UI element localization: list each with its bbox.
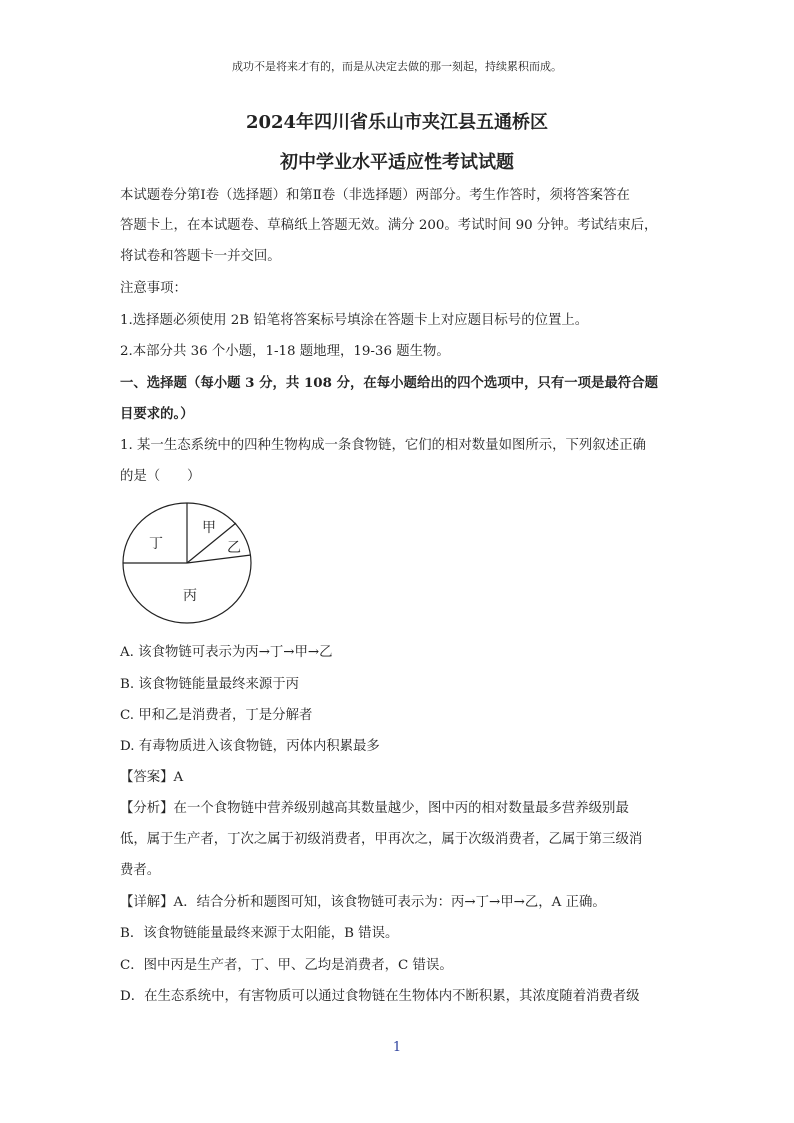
section-heading: 一、选择题（每小题 3 分，共 108 分，在每小题给出的四个选项中，只有一项是最符合题 bbox=[120, 375, 658, 391]
analysis-line: 【分析】在一个食物链中营养级别越高其数量越少，图中丙的相对数量最多营养级别最 bbox=[120, 801, 629, 816]
detail-line: B．该食物链能量最终来源于太阳能，B 错误。 bbox=[120, 926, 399, 941]
pie-label-bing: 丙 bbox=[183, 588, 197, 604]
option-c: C. 甲和乙是消费者，丁是分解者 bbox=[120, 708, 313, 723]
option-a: A. 该食物链可表示为丙→丁→甲→乙 bbox=[120, 645, 333, 660]
option-d: D. 有毒物质进入该食物链，丙体内积累最多 bbox=[120, 739, 380, 754]
intro-line: 本试题卷分第Ⅰ卷（选择题）和第Ⅱ卷（非选择题）两部分。考生作答时，须将答案答在 bbox=[120, 188, 630, 203]
pie-divider bbox=[187, 555, 251, 563]
analysis-line: 费者。 bbox=[120, 863, 161, 878]
pie-label-yi: 乙 bbox=[227, 540, 241, 556]
pie-label-ding: 丁 bbox=[149, 536, 163, 552]
notice-title: 注意事项： bbox=[120, 281, 187, 296]
page-title-line1: 2024年四川省乐山市夹江县五通桥区 bbox=[245, 112, 549, 133]
page-number: 1 bbox=[392, 1040, 402, 1055]
section-heading: 目要求的。） bbox=[120, 406, 194, 422]
page-title-line2: 初中学业水平适应性考试试题 bbox=[280, 152, 514, 173]
page-header-motto: 成功不是将来才有的，而是从决定去做的那一刻起，持续累积而成。 bbox=[232, 60, 562, 73]
answer-line: 【答案】A bbox=[120, 770, 184, 785]
pie-label-jia: 甲 bbox=[202, 520, 216, 536]
intro-line: 答题卡上，在本试题卷、草稿纸上答题无效。满分 200。考试时间 90 分钟。考试结束后， bbox=[120, 218, 658, 233]
notice-item: 2.本部分共 36 个小题，1-18 题地理，19-36 题生物。 bbox=[120, 344, 450, 359]
detail-line: C．图中丙是生产者，丁、甲、乙均是消费者，C 错误。 bbox=[120, 958, 453, 973]
food-chain-pie-chart bbox=[122, 500, 256, 626]
question-stem: 1. 某一生态系统中的四种生物构成一条食物链，它们的相对数量如图所示，下列叙述正确 bbox=[120, 438, 646, 453]
intro-line: 将试卷和答题卡一并交回。 bbox=[120, 249, 281, 264]
analysis-line: 低，属于生产者，丁次之属于初级消费者，甲再次之，属于次级消费者，乙属于第三级消 bbox=[120, 832, 643, 847]
notice-item: 1.选择题必须使用 2B 铅笔将答案标号填涂在答题卡上对应题目标号的位置上。 bbox=[120, 313, 589, 328]
detail-line: 【详解】A．结合分析和题图可知，该食物链可表示为：丙→丁→甲→乙，A 正确。 bbox=[120, 895, 606, 910]
detail-line: D．在生态系统中，有害物质可以通过食物链在生物体内不断积累，其浓度随着消费者级 bbox=[120, 989, 640, 1004]
option-b: B. 该食物链能量最终来源于丙 bbox=[120, 677, 300, 692]
question-stem: 的是（ ） bbox=[120, 469, 201, 484]
